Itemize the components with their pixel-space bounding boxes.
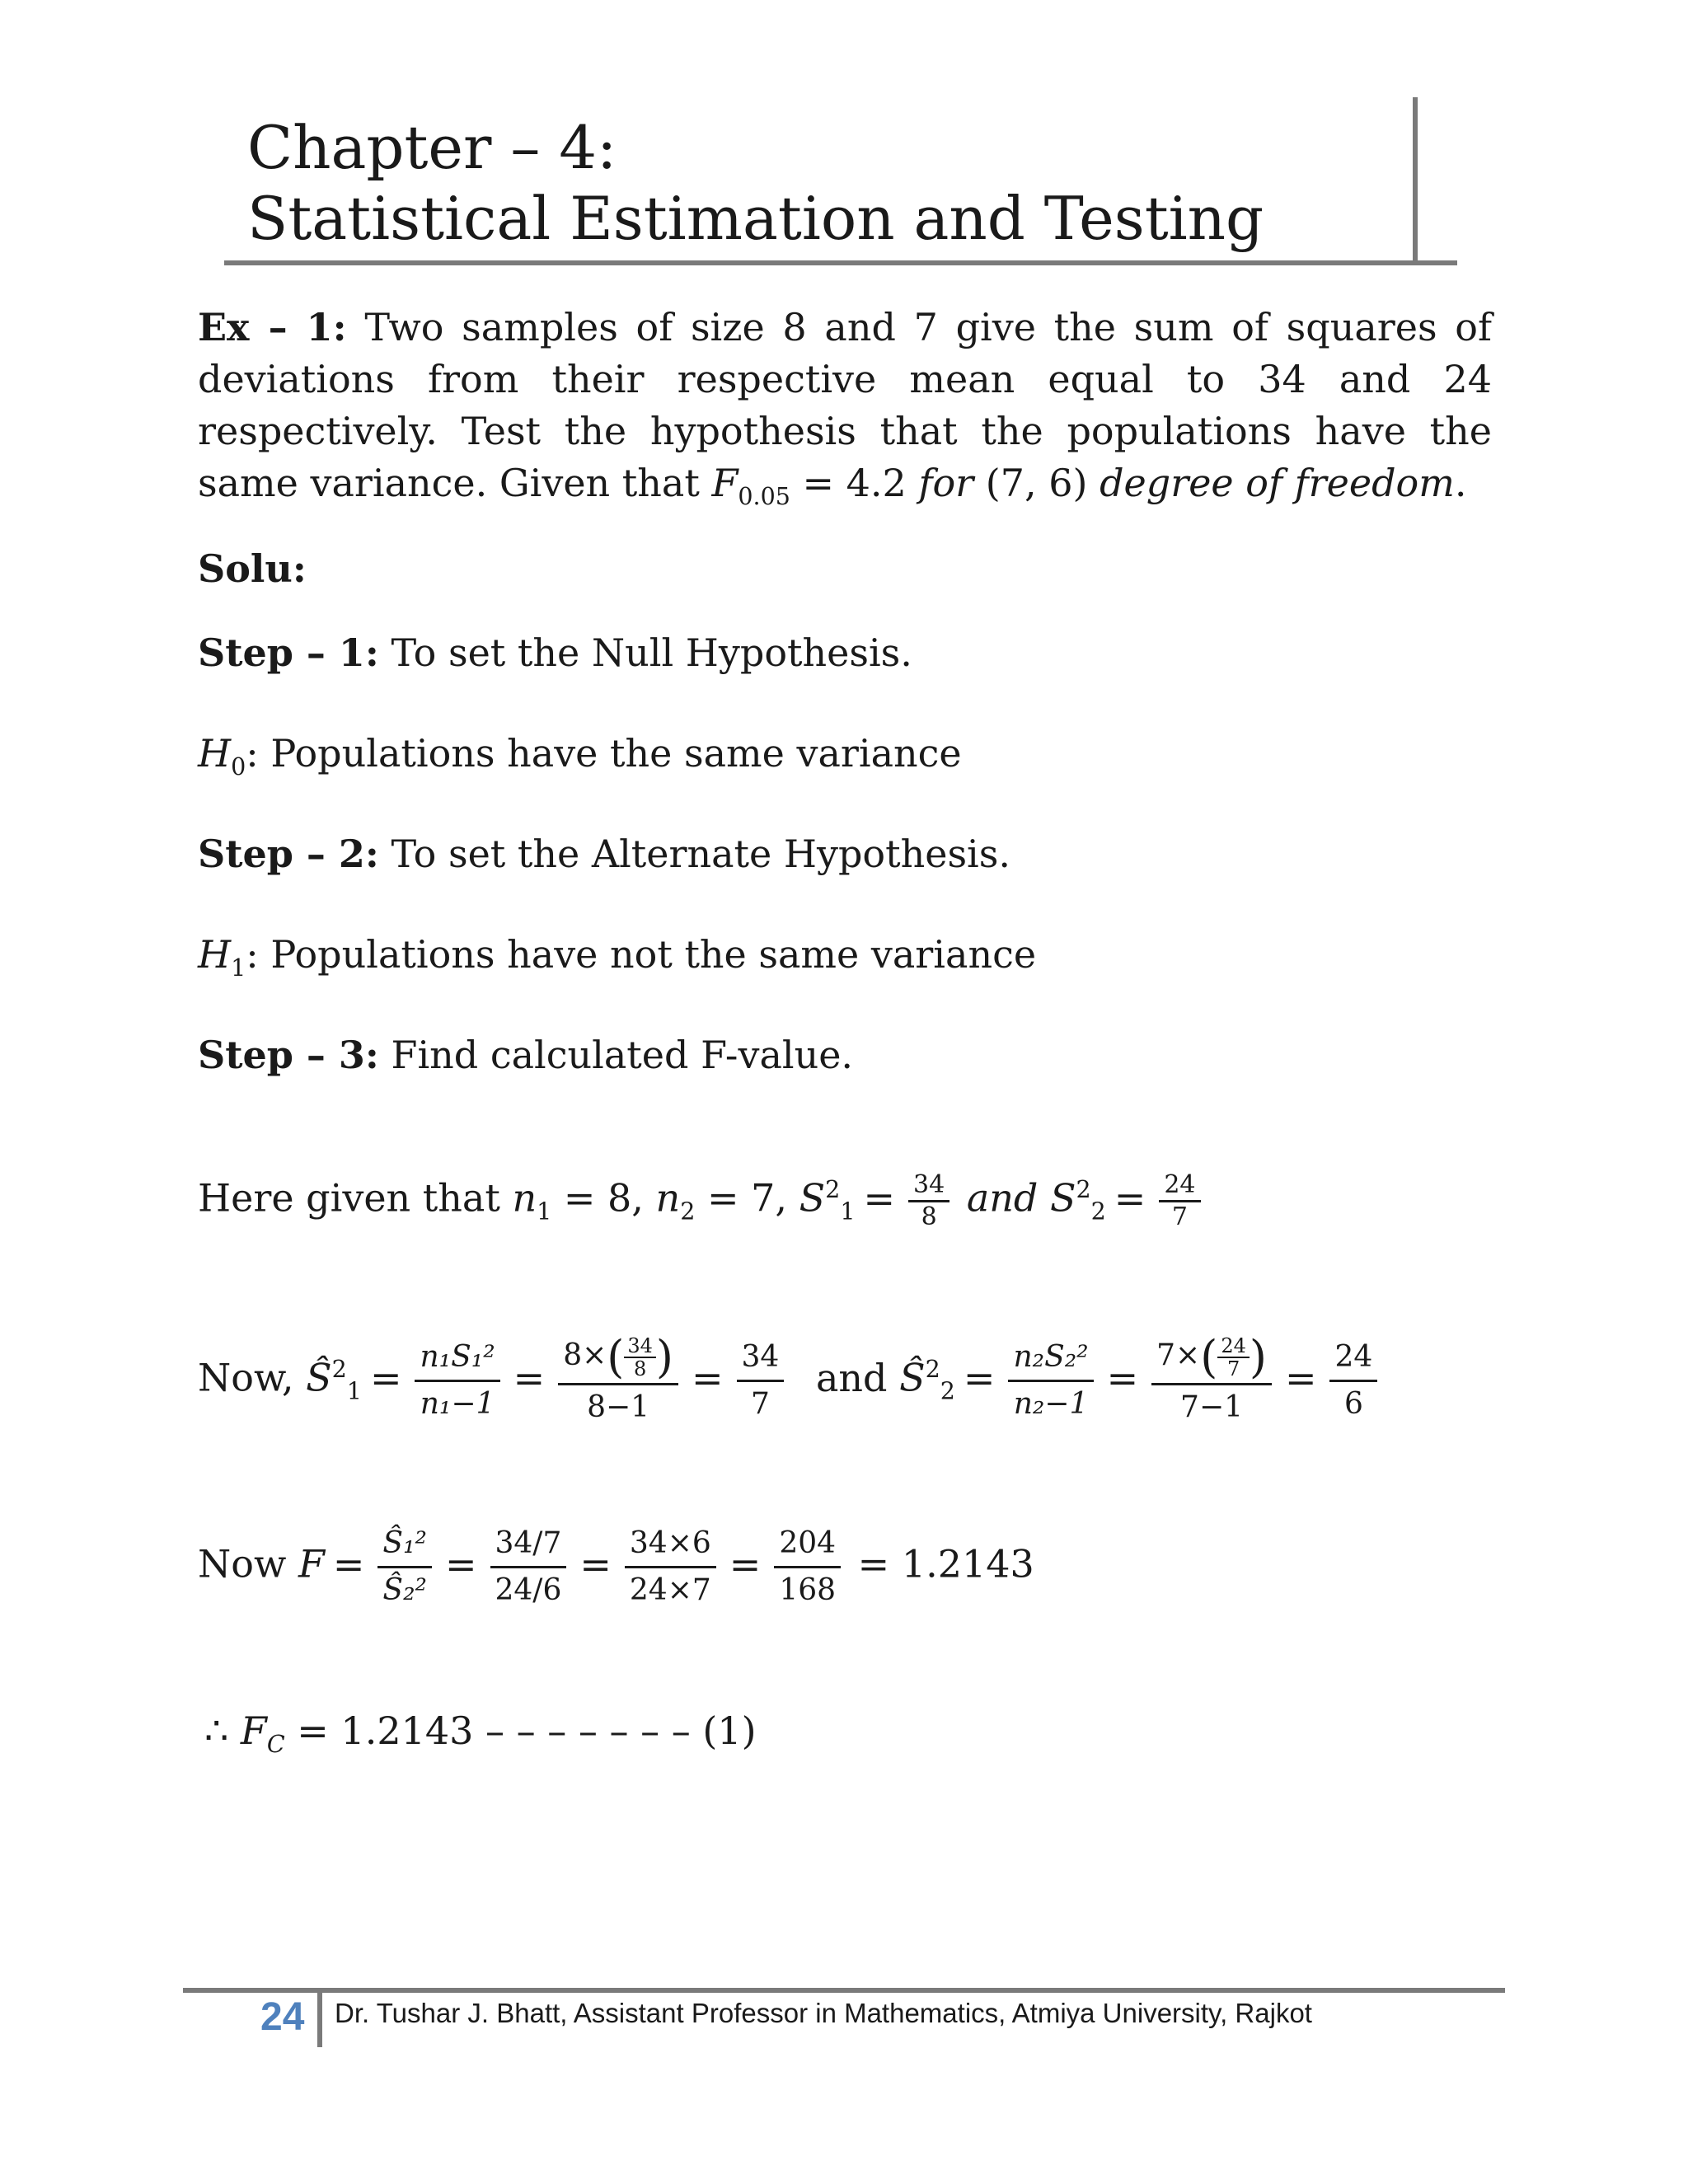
f-ratio-step3: $\frac{204}{168}$ [774,1525,841,1610]
fc-subscript: C [266,1731,285,1759]
shat1-substitution: 8×( $\frac{34}{8}$ ) 8−1 [558,1335,678,1427]
step-2 [198,829,1010,879]
f-critical-value: = 4.2 [790,461,919,505]
shat1-result: $\frac{34}{7}$ [737,1338,785,1423]
shat2-substitution: 7×( $\frac{24}{7}$ ) 7−1 [1151,1335,1272,1427]
f-symbol: F [298,1541,325,1586]
h1-text: : Populations have not the same variance [246,932,1037,977]
step-3 [198,1030,853,1080]
chapter-title: Statistical Estimation and Testing [247,184,1264,253]
given-lead: Here given that [198,1175,513,1221]
s1-subscript: 1 [840,1197,856,1226]
n1-value: = 8, [551,1175,656,1221]
example-paragraph [198,302,1492,509]
shat2-formula: $\frac{\text{n₂S₂²}}{\text{n₂−1}}$ [1008,1338,1093,1423]
step-2-text: To set the Alternate Hypothesis. [378,832,1010,876]
step-1-label: Step – 1: [198,630,379,675]
shat2-result: $\frac{24}{6}$ [1329,1338,1377,1423]
shat2-symbol: Ŝ [899,1355,926,1400]
s1-numerator: 34 [908,1170,950,1202]
step-3-label: Step – 3: [198,1033,379,1077]
page-number: 24 [260,1995,305,2039]
s2-denominator: 7 [1171,1202,1188,1231]
s2-symbol: S [1049,1175,1076,1221]
h1-symbol: H [198,932,232,977]
therefore-symbol: ∴ [204,1708,241,1753]
h0-subscript: 0 [231,753,246,781]
s1-superscript: 2 [825,1176,841,1204]
solution-label: Solu: [198,546,307,591]
step-3-text: Find calculated F-value. [378,1033,854,1077]
now-lead: Now, [198,1355,307,1400]
f-for-word: for [918,461,974,505]
fc-symbol: F [240,1708,267,1753]
f-ratio-formula: $\frac{\text{Ŝ₁²}}{\text{Ŝ₂²}}$ [377,1525,432,1610]
f-ratio-result: = 1.2143 [846,1541,1034,1586]
now-and: and [815,1355,888,1400]
h1-subscript: 1 [231,954,246,982]
n2-value: = 7, [695,1175,799,1221]
n2-symbol: n [655,1175,681,1221]
example-text: Two samples of size 8 and 7 give the sum of squares of deviations from their respective mean equal to 34 and 24 respectively. Test the hypothesis that the populations have the same variance. Given that [198,305,1492,505]
h0-symbol: H [198,731,232,776]
alternate-hypothesis [198,930,1037,982]
unbiased-variance-equation: Now, $Ŝ^2_1$ = $\frac{\text{n₁S₁²}}{\text{n₁−1}}$ = 8×( $\frac{34}{8}$ ) 8−1 = $\frac{34}{7}$ and $Ŝ^2_2$ = $\frac{\text{n₂S₂²}}{\text{n₂−1}}$ = 7×( $\frac{24}{7}$ ) 7−1 = $\frac{24}{6}$ [198,1335,1382,1427]
s2-numerator: 24 [1159,1170,1200,1202]
footer-rule [183,1988,1505,1993]
shat1-formula: $\frac{\text{n₁S₁²}}{\text{n₁−1}}$ [415,1338,499,1423]
shat1-symbol: Ŝ [306,1355,332,1400]
n1-symbol: n [512,1175,537,1221]
s1-fraction [908,1170,950,1232]
header-vertical-rule [1413,97,1418,265]
f-critical-symbol: F [711,461,738,505]
given-values: Here given that $n_1 = 8$, $n_2 = 7$, $S^2_1$ = $\frac{34}{8}$ and $S^2_2$ = $\frac{24}{7}$ [198,1170,1206,1232]
chapter-number: Chapter – 4: [247,113,617,182]
null-hypothesis [198,729,962,781]
header-horizontal-rule [224,260,1457,265]
now-f-lead: Now [198,1541,298,1586]
h0-text: : Populations have the same variance [246,731,962,776]
f-df-words: degree of freedom [1100,461,1455,505]
s1-symbol: S [799,1175,826,1221]
s1-denominator: 8 [921,1202,937,1231]
n2-subscript: 2 [680,1197,696,1226]
fc-value: = 1.2143 – – – – – – – [284,1708,703,1753]
equation-reference: (1) [702,1708,757,1753]
footer-author-line: Dr. Tushar J. Bhatt, Assistant Professor in Mathematics, Atmiya University, Rajkot [335,1998,1312,2028]
example-label: Ex – 1: [198,305,347,349]
f-ratio-equation: Now F = $\frac{\text{Ŝ₁²}}{\text{Ŝ₂²}}$ = $\frac{34/7}{24/6}$ = $\frac{34\times 6}{24\times 7}$ = $\frac{204}{168}$ = 1.2143 [198,1525,1034,1610]
f-df-values: (7, 6) [973,461,1100,505]
n1-subscript: 1 [537,1197,552,1226]
footer-divider [317,1988,322,2047]
step-1 [198,628,912,677]
s2-fraction [1159,1170,1200,1232]
given-and: and [966,1175,1039,1221]
f-ratio-step1: $\frac{34/7}{24/6}$ [490,1525,567,1610]
f-ratio-step2: $\frac{34\times 6}{24\times 7}$ [625,1525,716,1610]
f-calculated-conclusion [204,1706,757,1759]
step-1-text: To set the Null Hypothesis. [378,630,912,675]
s2-superscript: 2 [1076,1176,1091,1204]
example-period: . [1454,461,1467,505]
step-2-label: Step – 2: [198,832,379,876]
s2-subscript: 2 [1090,1197,1106,1226]
f-critical-subscript: 0.05 [738,483,790,511]
